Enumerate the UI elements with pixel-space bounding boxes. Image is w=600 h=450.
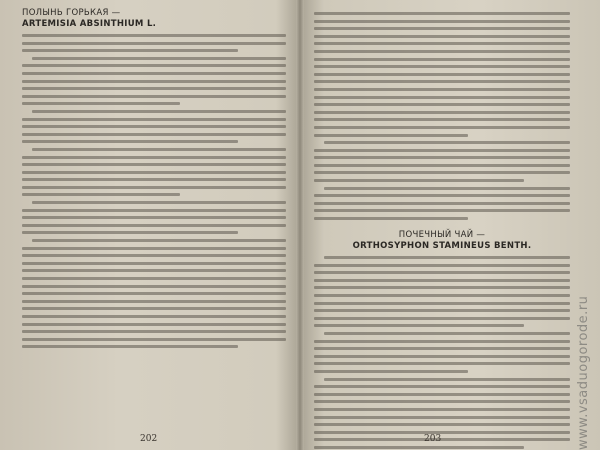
right-heading-latin: ORTHOSYPHON STAMINEUS BENTH. <box>352 241 532 252</box>
watermark-text: www.vsaduogorode.ru <box>576 295 591 450</box>
book-gutter <box>296 0 304 450</box>
left-page-number: 202 <box>140 434 158 444</box>
right-body-text-placeholder-bottom <box>314 256 570 449</box>
left-page <box>0 0 296 450</box>
left-body-text-placeholder <box>22 34 286 348</box>
right-page <box>304 0 576 450</box>
left-heading-russian: ПОЛЫНЬ ГОРЬКАЯ — <box>22 8 121 18</box>
left-heading-latin: ARTEMISIA ABSINTHIUM L. <box>22 19 157 29</box>
right-heading-russian: ПОЧЕЧНЫЙ ЧАЙ — <box>398 230 486 241</box>
right-body-text-placeholder-top <box>314 12 570 220</box>
right-page-number: 203 <box>424 434 442 444</box>
